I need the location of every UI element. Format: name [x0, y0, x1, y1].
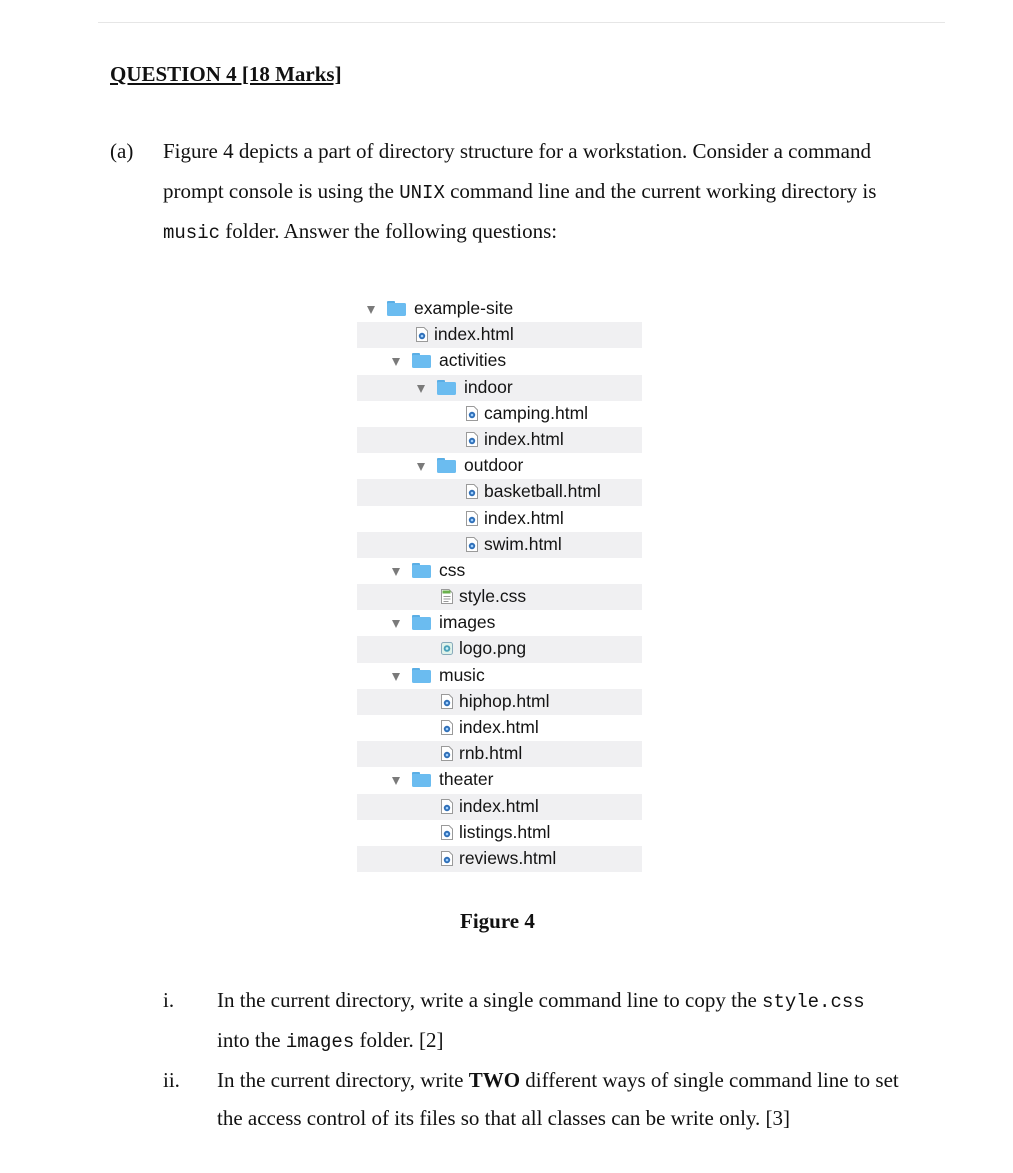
folder-icon: [412, 563, 431, 578]
folder-icon: [412, 668, 431, 683]
html-file-icon: [466, 484, 478, 499]
css-file-icon: [441, 589, 453, 604]
html-file-icon: [441, 799, 453, 814]
disclosure-triangle-icon: [392, 620, 400, 628]
html-file-icon: [441, 746, 453, 761]
html-file-icon: [466, 432, 478, 447]
file-name: swim.html: [484, 533, 562, 554]
top-divider: [98, 22, 945, 23]
html-file-icon: [466, 406, 478, 421]
disclosure-triangle-icon: [392, 673, 400, 681]
tree-row: [357, 479, 642, 505]
directory-tree-figure: [357, 296, 642, 872]
question-ii-line-1: In the current directory, write TWO different ways of single command line to set: [217, 1068, 899, 1092]
tree-row: [357, 453, 642, 479]
file-name: basketball.html: [484, 481, 601, 502]
figure-caption: Figure 4: [460, 909, 535, 933]
folder-name: theater: [439, 769, 494, 790]
disclosure-triangle-icon: [417, 463, 425, 471]
tree-row: [357, 296, 642, 322]
question-i-number: i.: [163, 988, 175, 1012]
file-name: index.html: [434, 324, 514, 345]
folder-name: outdoor: [464, 455, 524, 476]
folder-icon: [412, 353, 431, 368]
disclosure-triangle-icon: [417, 385, 425, 393]
file-name: hiphop.html: [459, 690, 550, 711]
html-file-icon: [416, 327, 428, 342]
tree-row: [357, 322, 642, 348]
file-name: camping.html: [484, 402, 589, 423]
html-file-icon: [466, 537, 478, 552]
tree-row: [357, 846, 642, 872]
tree-row: [357, 820, 642, 846]
question-heading: QUESTION 4 [18 Marks]: [110, 62, 342, 86]
tree-row: [357, 427, 642, 453]
part-line-2: prompt console is using the UNIX command line and the current working directory is: [163, 179, 877, 204]
code-unix: UNIX: [399, 182, 445, 204]
question-ii-line-2: the access control of its files so that all classes can be write only. [3]: [217, 1106, 791, 1130]
html-file-icon: [441, 825, 453, 840]
folder-icon: [437, 458, 456, 473]
question-i-line-2: into the images folder. [2]: [217, 1028, 444, 1053]
tree-row: [357, 532, 642, 558]
folder-name: css: [439, 559, 466, 580]
code-style-css: style.css: [762, 991, 865, 1013]
folder-name: music: [439, 664, 485, 685]
tree-row: [357, 348, 642, 374]
file-name: index.html: [459, 717, 539, 737]
folder-icon: [387, 301, 406, 316]
disclosure-triangle-icon: [392, 358, 400, 366]
question-ii-number: ii.: [163, 1068, 180, 1092]
file-name: index.html: [459, 795, 539, 816]
tree-row: [357, 610, 642, 636]
folder-name: activities: [439, 350, 507, 371]
question-i-line-1: In the current directory, write a single command line to copy the style.css: [217, 988, 865, 1013]
tree-row: [357, 663, 642, 689]
tree-row: [357, 584, 642, 610]
file-name: listings.html: [459, 821, 551, 842]
code-music: music: [163, 222, 221, 244]
folder-icon: [412, 772, 431, 787]
file-name: index.html: [484, 507, 564, 528]
tree-row: [357, 794, 642, 820]
file-name: reviews.html: [459, 847, 557, 868]
part-line-1: Figure 4 depicts a part of directory structure for a workstation. Consider a command: [163, 139, 871, 163]
tree-row: [357, 715, 642, 741]
folder-name: indoor: [464, 376, 513, 397]
tree-row: [357, 689, 642, 715]
tree-row: [357, 401, 642, 427]
part-label: (a): [110, 139, 134, 163]
folder-name: images: [439, 612, 496, 633]
tree-row: [357, 741, 642, 767]
image-file-icon: [441, 641, 453, 656]
html-file-icon: [441, 694, 453, 709]
file-name: index.html: [484, 428, 564, 449]
bold-two: TWO: [468, 1068, 521, 1092]
folder-name: example-site: [414, 298, 514, 318]
tree-row: [357, 506, 642, 532]
tree-row: [357, 558, 642, 584]
folder-icon: [437, 380, 456, 395]
tree-row: [357, 636, 642, 662]
disclosure-triangle-icon: [392, 777, 400, 785]
part-line-3: music folder. Answer the following questions:: [163, 219, 558, 244]
tree-row: [357, 375, 642, 401]
tree-row: [357, 767, 642, 793]
folder-icon: [412, 615, 431, 630]
file-name: rnb.html: [459, 743, 523, 764]
html-file-icon: [441, 720, 453, 735]
file-name: style.css: [459, 586, 527, 607]
html-file-icon: [441, 851, 453, 866]
disclosure-triangle-icon: [392, 568, 400, 576]
file-name: logo.png: [459, 638, 527, 659]
html-file-icon: [466, 511, 478, 526]
disclosure-triangle-icon: [367, 306, 375, 314]
code-images: images: [285, 1031, 355, 1053]
